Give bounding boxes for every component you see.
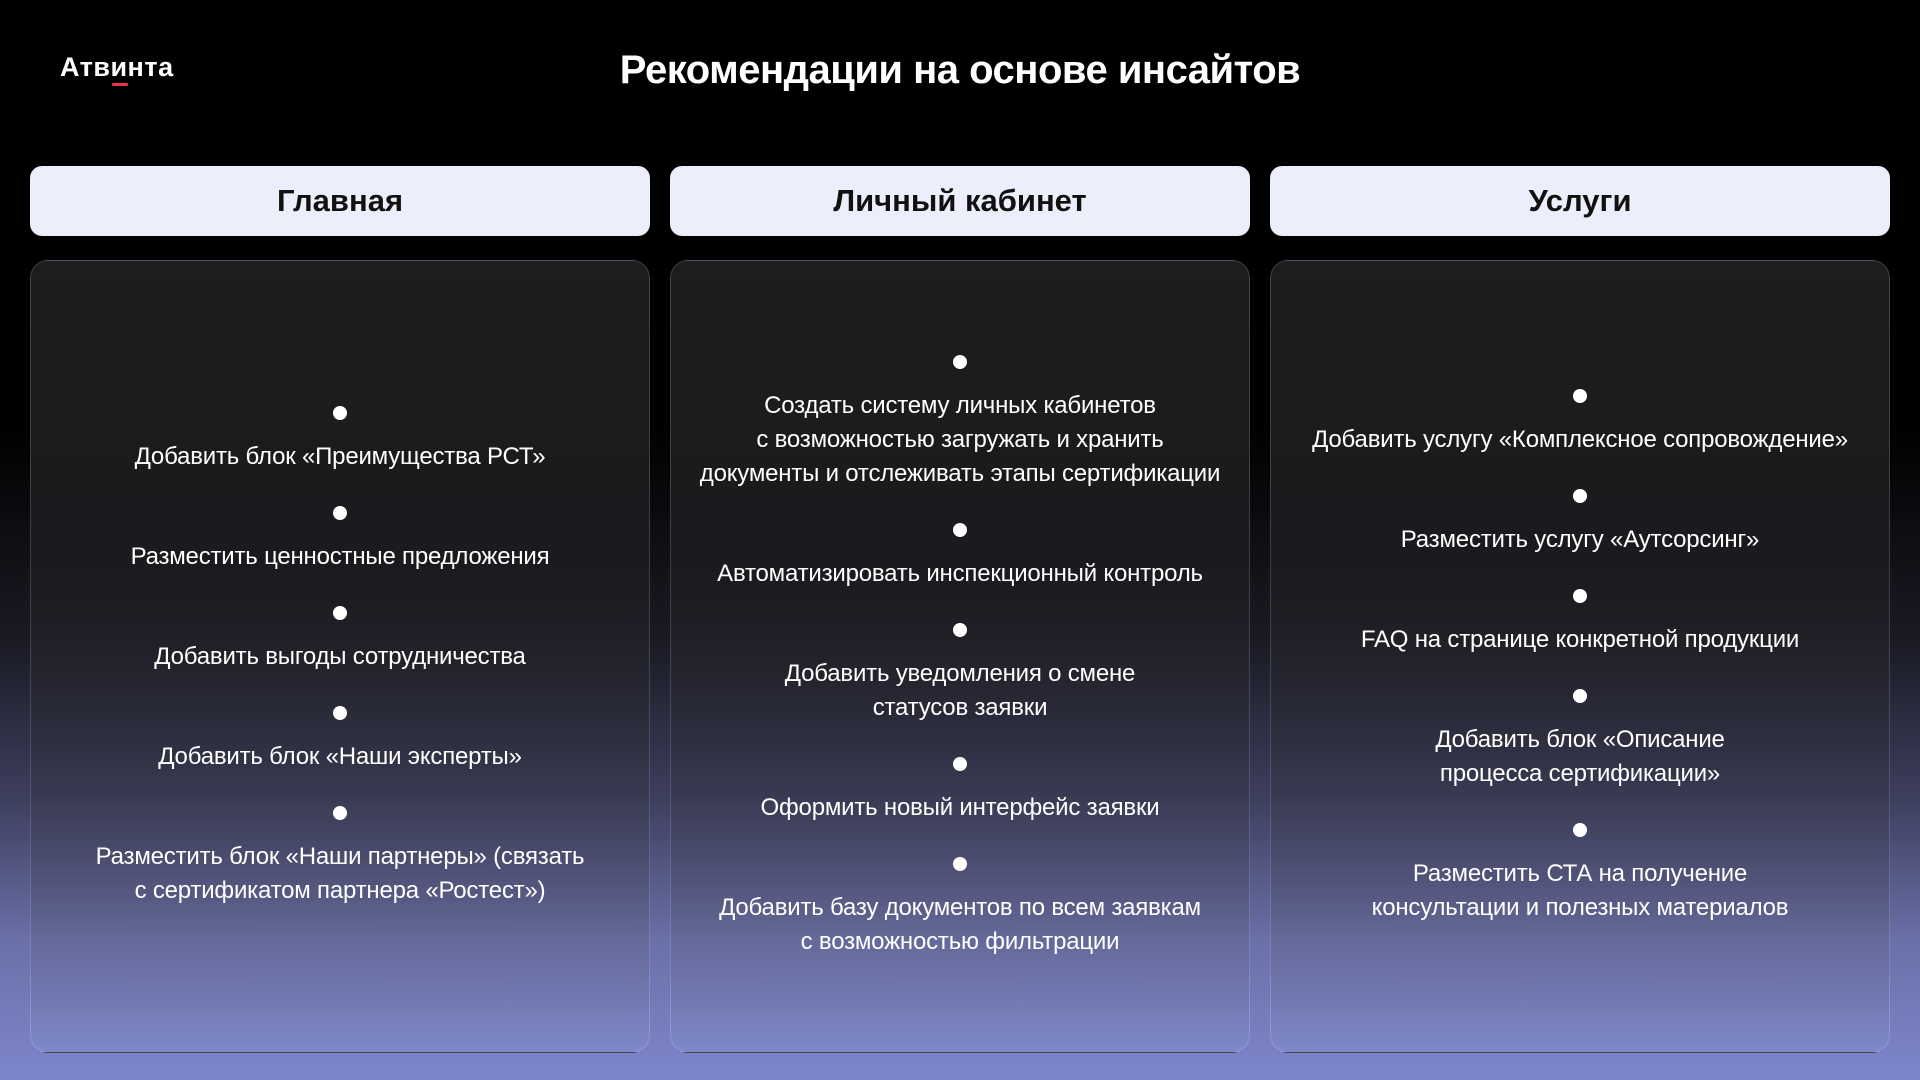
- column-header-account: Личный кабинет: [670, 166, 1250, 236]
- logo-text: Атвинта: [60, 52, 174, 82]
- column-card-account: [670, 260, 1250, 1053]
- recommendation-item: [761, 757, 1160, 825]
- recommendation-text: Добавить уведомления о смене статусов заявки: [784, 659, 1136, 721]
- page-title: Рекомендации на основе инсайтов: [619, 48, 1301, 92]
- recommendation-item: [719, 857, 1201, 959]
- bullet-icon: [953, 623, 967, 637]
- recommendation-item: [1312, 389, 1848, 457]
- bullet-icon: [1573, 823, 1587, 837]
- recommendation-text: Создать систему личных кабинетов с возможностью загружать и хранить документы и отслеживать этапы сертификации: [699, 391, 1221, 487]
- recommendation-text: FAQ на странице конкретной продукции: [1360, 625, 1800, 653]
- bullet-icon: [1573, 389, 1587, 403]
- bullet-icon: [333, 506, 347, 520]
- column-card-services: [1270, 260, 1890, 1053]
- bullet-icon: [1573, 489, 1587, 503]
- bullet-icon: [1573, 689, 1587, 703]
- recommendation-text: Автоматизировать инспекционный контроль: [717, 559, 1203, 587]
- recommendation-item: [1361, 589, 1799, 657]
- bullet-icon: [333, 406, 347, 420]
- recommendation-text: Разместить услугу «Аутсорсинг»: [1400, 525, 1760, 553]
- recommendation-item: [700, 355, 1220, 491]
- recommendation-text: Разместить СТА на получение консультации и полезных материалов: [1371, 859, 1789, 921]
- recommendation-item: [135, 406, 546, 474]
- bullet-icon: [953, 757, 967, 771]
- recommendation-item: [154, 606, 525, 674]
- recommendation-item: [785, 623, 1135, 725]
- recommendation-text: Добавить услугу «Комплексное сопровождение»: [1312, 425, 1848, 453]
- recommendation-text: Добавить блок «Наши эксперты»: [158, 742, 522, 770]
- recommendation-text: Добавить блок «Описание процесса сертификации»: [1435, 725, 1725, 787]
- column-header-services: Услуги: [1270, 166, 1890, 236]
- bullet-icon: [953, 355, 967, 369]
- recommendation-text: Разместить ценностные предложения: [130, 542, 550, 570]
- recommendation-item: [158, 706, 522, 774]
- bullet-icon: [953, 857, 967, 871]
- bullet-icon: [333, 706, 347, 720]
- recommendation-text: Добавить блок «Преимущества РСТ»: [134, 442, 546, 470]
- recommendation-item: [1372, 823, 1789, 925]
- bullet-icon: [1573, 589, 1587, 603]
- recommendation-text: Оформить новый интерфейс заявки: [760, 793, 1160, 821]
- recommendation-item: [131, 506, 550, 574]
- recommendation-item: [717, 523, 1203, 591]
- recommendation-text: Разместить блок «Наши партнеры» (связать с сертификатом партнера «Ростест»): [95, 842, 585, 904]
- bullet-icon: [333, 606, 347, 620]
- column-card-main: [30, 260, 650, 1053]
- recommendation-item: [96, 806, 585, 908]
- recommendation-item: [1435, 689, 1724, 791]
- recommendation-text: Добавить выгоды сотрудничества: [154, 642, 526, 670]
- bullet-icon: [953, 523, 967, 537]
- bullet-icon: [333, 806, 347, 820]
- recommendation-item: [1401, 489, 1759, 557]
- column-header-main: Главная: [30, 166, 650, 236]
- recommendation-text: Добавить базу документов по всем заявкам с возможностью фильтрации: [719, 893, 1201, 955]
